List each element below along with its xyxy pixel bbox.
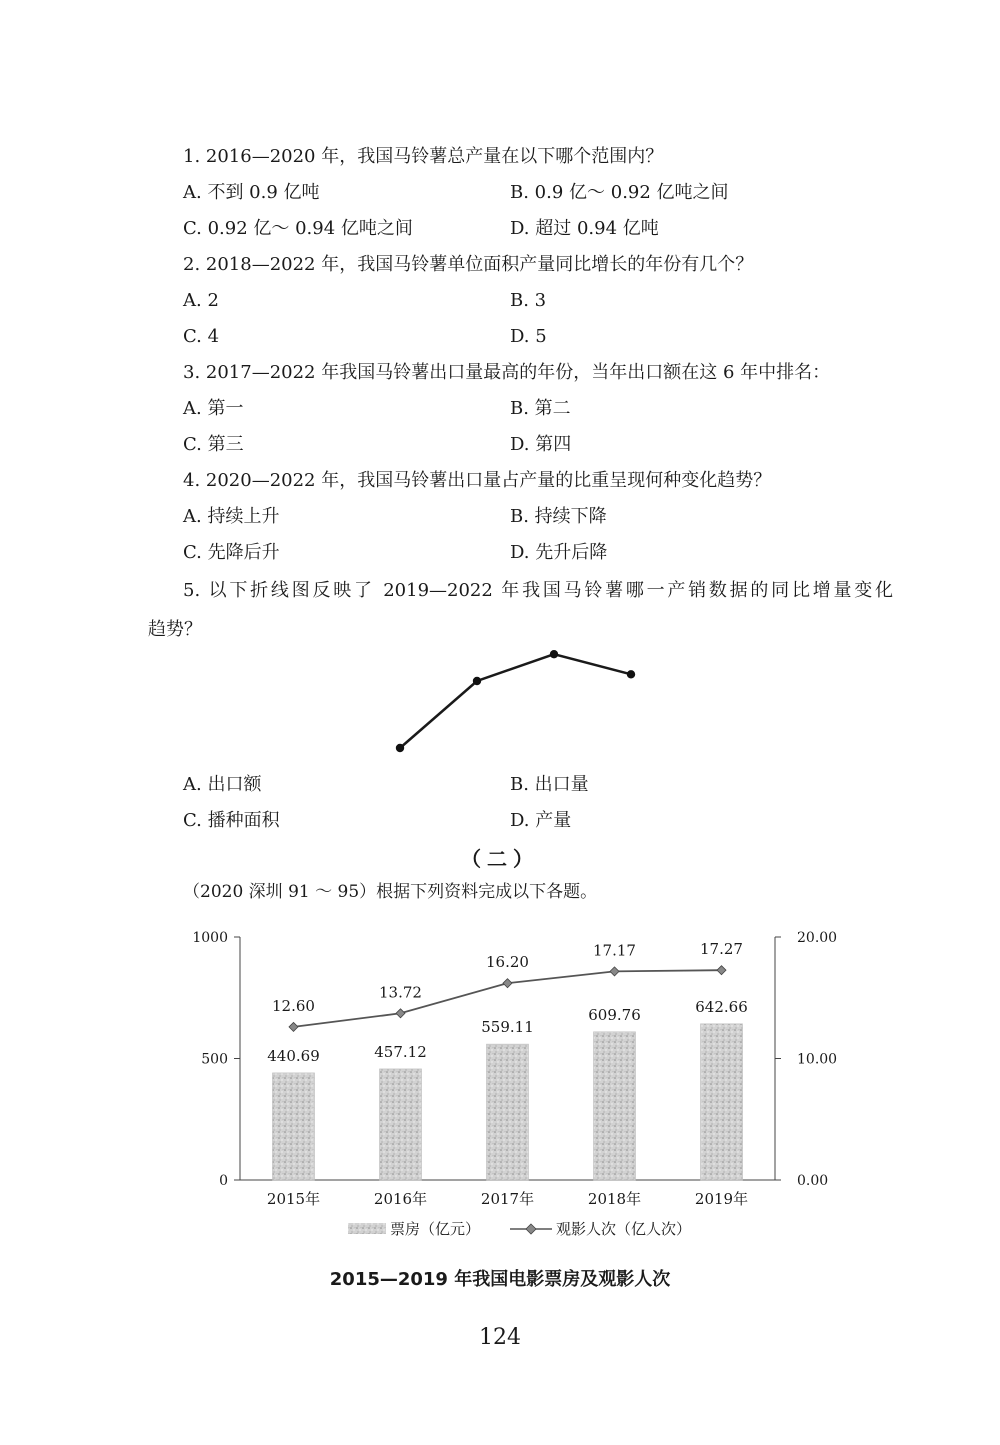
attendance-point-label: 16.20: [486, 953, 529, 972]
x-axis-tick-label: 2018年: [587, 1190, 642, 1208]
question-2-stem: 2. 2018—2022 年，我国马铃薯单位面积产量同比增长的年份有几个？: [183, 254, 754, 275]
question-2-option-a[interactable]: A. 2: [183, 290, 219, 311]
question-5-stem-line1: 5. 以下折线图反映了 2019—2022 年我国马铃薯哪一产销数据的同比增量变化: [183, 580, 893, 601]
question-5-option-b[interactable]: B. 出口量: [510, 774, 589, 795]
legend-line-marker: [526, 1224, 536, 1234]
trend-point: [473, 677, 481, 685]
box-office-bar: [380, 1069, 422, 1180]
attendance-point-label: 17.17: [593, 941, 636, 960]
attendance-point-label: 17.27: [700, 940, 743, 959]
question-5-option-a[interactable]: A. 出口额: [183, 774, 262, 795]
left-axis-tick-label: 500: [201, 1051, 228, 1068]
box-office-bar-label: 642.66: [695, 997, 748, 1016]
box-office-bar-label: 457.12: [374, 1042, 427, 1061]
question-4-stem: 4. 2020—2022 年，我国马铃薯出口量占产量的比重呈现何种变化趋势？: [183, 470, 772, 491]
trend-line: [400, 654, 631, 748]
attendance-marker: [610, 967, 619, 976]
question-5-option-d[interactable]: D. 产量: [510, 810, 572, 831]
right-axis-tick-label: 0.00: [797, 1173, 829, 1189]
section-intro: （2020 深圳 91 ～ 95）根据下列资料完成以下各题。: [183, 882, 598, 902]
question-3-stem: 3. 2017—2022 年我国马铃薯出口量最高的年份，当年出口额在这 6 年中排名：: [183, 362, 831, 383]
question-4-option-d[interactable]: D. 先升后降: [510, 542, 608, 563]
page-number: 124: [479, 1325, 521, 1350]
question-1-option-d[interactable]: D. 超过 0.94 亿吨: [510, 218, 659, 239]
trend-point: [550, 650, 558, 658]
question-2-option-b[interactable]: B. 3: [510, 290, 547, 311]
chart-caption: 2015—2019 年我国电影票房及观影人次: [329, 1269, 671, 1290]
trend-point: [627, 670, 635, 678]
left-axis-tick-label: 0: [219, 1173, 228, 1189]
attendance-marker: [289, 1022, 298, 1031]
box-office-bar: [701, 1024, 743, 1180]
question-3-option-b[interactable]: B. 第二: [510, 398, 571, 419]
x-axis-tick-label: 2016年: [373, 1190, 428, 1208]
question-4-option-b[interactable]: B. 持续下降: [510, 506, 607, 527]
legend-bar-swatch: [348, 1223, 386, 1234]
question-3-option-d[interactable]: D. 第四: [510, 434, 572, 455]
attendance-point-label: 13.72: [379, 983, 422, 1002]
question-1-option-c[interactable]: C. 0.92 亿～ 0.94 亿吨之间: [183, 218, 413, 239]
right-axis-tick-label: 20.00: [797, 930, 838, 946]
box-office-chart: [170, 915, 850, 1255]
question-4-option-c[interactable]: C. 先降后升: [183, 542, 280, 563]
question-1-option-a[interactable]: A. 不到 0.9 亿吨: [183, 182, 320, 203]
question-1-option-b[interactable]: B. 0.9 亿～ 0.92 亿吨之间: [510, 182, 729, 203]
question-2-option-c[interactable]: C. 4: [183, 326, 220, 347]
attendance-marker: [717, 966, 726, 975]
attendance-point-label: 12.60: [272, 996, 315, 1015]
box-office-bar: [273, 1073, 315, 1180]
box-office-bar: [487, 1044, 529, 1180]
question-5-option-c[interactable]: C. 播种面积: [183, 810, 280, 831]
legend-bar-label: 票房（亿元）: [390, 1220, 481, 1238]
x-axis-tick-label: 2019年: [694, 1190, 749, 1208]
box-office-bar-label: 440.69: [267, 1046, 320, 1065]
x-axis-tick-label: 2015年: [266, 1190, 321, 1208]
box-office-bar: [594, 1032, 636, 1180]
attendance-marker: [503, 979, 512, 988]
right-axis-tick-label: 10.00: [797, 1051, 838, 1068]
question-3-option-c[interactable]: C. 第三: [183, 434, 244, 455]
question-3-option-a[interactable]: A. 第一: [183, 398, 244, 419]
legend-line-label: 观影人次（亿人次）: [556, 1220, 692, 1238]
question-4-option-a[interactable]: A. 持续上升: [183, 506, 280, 527]
left-axis-tick-label: 1000: [192, 930, 228, 946]
x-axis-tick-label: 2017年: [480, 1190, 535, 1208]
question-2-option-d[interactable]: D. 5: [510, 326, 547, 347]
question-5-stem-line2: 趋势？: [148, 619, 202, 640]
box-office-bar-label: 609.76: [588, 1005, 641, 1024]
attendance-marker: [396, 1009, 405, 1018]
trend-line-chart: [380, 640, 660, 765]
question-1-stem: 1. 2016—2020 年，我国马铃薯总产量在以下哪个范围内？: [183, 146, 664, 167]
box-office-bar-label: 559.11: [481, 1018, 534, 1037]
section-title: （二）: [461, 847, 539, 871]
trend-point: [396, 744, 404, 752]
